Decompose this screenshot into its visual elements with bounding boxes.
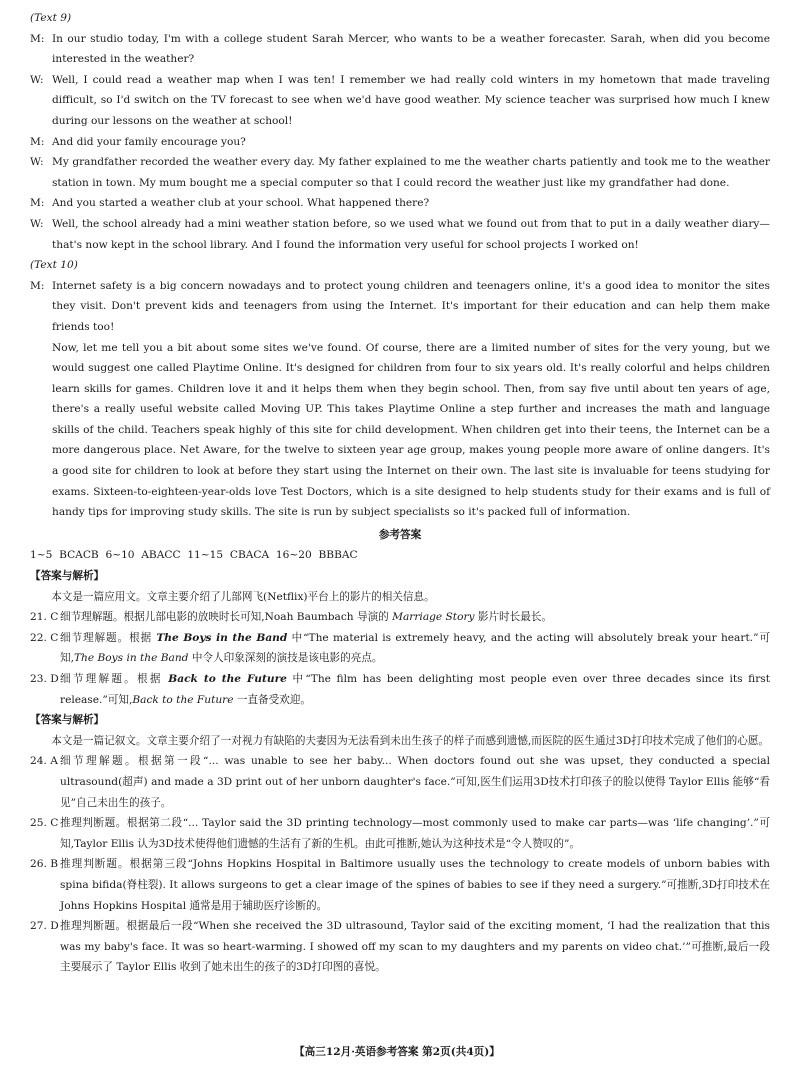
- explanation-text: [60, 669, 770, 710]
- dialogue-text: Well, the school already had a mini weather station before, so we used what we found out from that to put in a daily weather diary—that's now kept in the school library. And I found the information very useful for school projects I worked on!: [52, 217, 770, 251]
- explanation-item: [30, 813, 770, 854]
- question-number: 25. C: [30, 817, 59, 830]
- explanation-text: [60, 628, 770, 669]
- explanation-item: [30, 916, 770, 978]
- text-part: 中“The film has been delighting most people even over three decades since its first release.”可知,: [60, 673, 770, 706]
- monologue-line: [30, 276, 770, 338]
- monologue-text: Internet safety is a big concern nowadays and to protect young children and teenagers online, it's a good idea to monitor the sites they visit. Don't prevent kids and teenagers from using the Internet. It's important for their education and can help them make friends too!: [52, 279, 770, 333]
- explanation-text: 细节理解题。根据第一段“... was unable to see her baby... When doctors found out she was upset, they conducted a special ultrasound(超声) and made a 3D print out of her unborn daughter's face.”可知,医生们运用3D技术打印孩子的脸以使得 Taylor Ellis 能够“看见”自己未出生的孩子。: [60, 755, 770, 809]
- speaker: M:: [30, 32, 45, 45]
- explanation-text: 推理判断题。根据第二段“... Taylor said the 3D printing technology—most commonly used to make car parts—was ‘life changing’.”可知,Taylor Ellis 认为3D技术使得他们遗憾的生活有了新的生机。由此可推断,她认为这种技术是“令人赞叹的”。: [60, 817, 770, 850]
- film-title: Marriage Story: [392, 611, 475, 624]
- question-number: 23. D: [30, 673, 59, 685]
- explanation-text: [60, 607, 770, 628]
- explanation-item: [30, 628, 770, 669]
- dialogue-text: My grandfather recorded the weather every day. My father explained to me the weather charts patiently and took me to the weather station in town. My mum bought me a special computer so that I could record the weather just like my grandfather had done.: [52, 156, 770, 189]
- dialogue-text: Well, I could read a weather map when I was ten! I remember we had really cold winters in my hometown that made traveling difficult, so I'd switch on the TV forecast to see when we'd have good weather. My science teacher was surprised how much I knew during our lessons on the weather at school!: [52, 73, 770, 127]
- speaker: W:: [30, 156, 44, 169]
- question-number: 26. B: [30, 858, 58, 871]
- question-number: 27. D: [30, 920, 59, 933]
- dialogue-line: [30, 132, 770, 153]
- speaker: W:: [30, 73, 44, 86]
- text-part: 一直备受欢迎。: [233, 693, 312, 706]
- text-part: 中令人印象深刻的演技是该电影的亮点。: [188, 652, 383, 665]
- speaker: M:: [30, 135, 45, 148]
- speaker: M:: [30, 279, 45, 292]
- explanation-item: [30, 607, 770, 628]
- dialogue-line: [30, 214, 770, 255]
- question-number: 22. C: [30, 631, 59, 644]
- answer-keys: 1~5 BCACB 6~10 ABACC 11~15 CBACA 16~20 BBBAC: [30, 549, 358, 562]
- dialogue-text: And did your family encourage you?: [52, 135, 246, 148]
- text10-label: (Text 10): [30, 259, 78, 272]
- speaker: W:: [30, 217, 44, 230]
- dialogue-line: [30, 193, 770, 214]
- section-a-heading: 【答案与解析】: [30, 570, 105, 583]
- answers-title: 参考答案: [378, 528, 422, 541]
- section-b-intro: 本文是一篇记叙文。文章主要介绍了一对视力有缺陷的夫妻因为无法看到未出生孩子的样子而感到遗憾,而医院的医生通过3D打印技术完成了他们的心愿。: [51, 734, 769, 747]
- film-title: The Boys in the Band: [156, 631, 288, 644]
- film-title: Back to the Future: [168, 673, 287, 685]
- dialogue-line: [30, 70, 770, 132]
- text9-label: (Text 9): [30, 12, 72, 24]
- film-title: Back to the Future: [132, 693, 234, 706]
- explanation-text: 推理判断题。根据第三段“Johns Hopkins Hospital in Baltimore usually uses the technology to create models of unborn babies with spina bifida(脊柱裂). It allows surgeons to get a clear image of the spines of babies to see if they need a surgery.”可推断,3D打印技术在 Johns Hopkins Hospital 通常是用于辅助医疗诊断的。: [60, 858, 770, 912]
- section-a-intro: 本文是一篇应用文。文章主要介绍了儿部网飞(Netflix)平台上的影片的相关信息。: [51, 590, 435, 603]
- explanation-text: 推理判断题。根据最后一段“When she received the 3D ultrasound, Taylor said of the exciting moment, ‘I had the realization that this was my baby's face. It was so heart-warming. I showed off my scan to my daughters and my parents on video chat.’”可推断,最后一段主要展示了 Taylor Ellis 收到了她未出生的孩子的3D打印图的喜悦。: [60, 920, 770, 974]
- text-part: 细节理解题。根据: [60, 631, 157, 644]
- text9-dialogue: [30, 29, 770, 256]
- dialogue-text: In our studio today, I'm with a college student Sarah Mercer, who wants to be a weather forecaster. Sarah, when did you become interested in the weather?: [52, 32, 770, 66]
- dialogue-line: [30, 29, 770, 70]
- explanation-item: [30, 669, 770, 710]
- section-b-heading: 【答案与解析】: [30, 714, 105, 727]
- explanation-item: [30, 854, 770, 916]
- dialogue-text: And you started a weather club at your school. What happened there?: [52, 197, 430, 210]
- text-part: 中“The material is extremely heavy, and the acting will absolutely break your heart.”可知,: [60, 631, 770, 665]
- text-part: 细节理解题。根据儿部电影的放映时长可知,Noah Baumbach 导演的: [60, 611, 393, 624]
- question-number: 21. C: [30, 611, 59, 624]
- monologue-paragraph: Now, let me tell you a bit about some sites we've found. Of course, there are a limited number of sites for the very young, but we would suggest one called Playtime Online. It's designed for children from four to six years old. It's really colorful and helps children learn skills for games. Children love it and it helps them when they begin school. Then, from say five until about ten years of age, there's a really useful website called Moving UP. This takes Playtime Online a step further and increases the math and language skills of the child. Teachers speak highly of this site for child development. When children get into their teens, the Internet can be a more dangerous place. Net Aware, for the twelve to sixteen year age group, makes young people more aware of online dangers. It's a good site for children to look at before they start using the Internet on their own. The last site is invaluable for teens studying for exams. Sixteen-to-eighteen-year-olds love Test Doctors, which is a site designed to help students study for their exams and is full of handy tips for improving study skills. The site is run by subject specialists so it's packed full of information.: [52, 341, 770, 519]
- page-content: [30, 8, 770, 978]
- explanation-item: [30, 751, 770, 813]
- speaker: M:: [30, 197, 45, 210]
- dialogue-line: [30, 152, 770, 193]
- page-footer: 【高三12月·英语参考答案 第2页(共4页)】: [294, 1046, 500, 1058]
- text-part: 细节理解题。根据: [60, 673, 169, 685]
- text-part: 影片时长最长。: [474, 611, 553, 624]
- film-title: The Boys in the Band: [73, 652, 189, 665]
- question-number: 24. A: [30, 755, 58, 768]
